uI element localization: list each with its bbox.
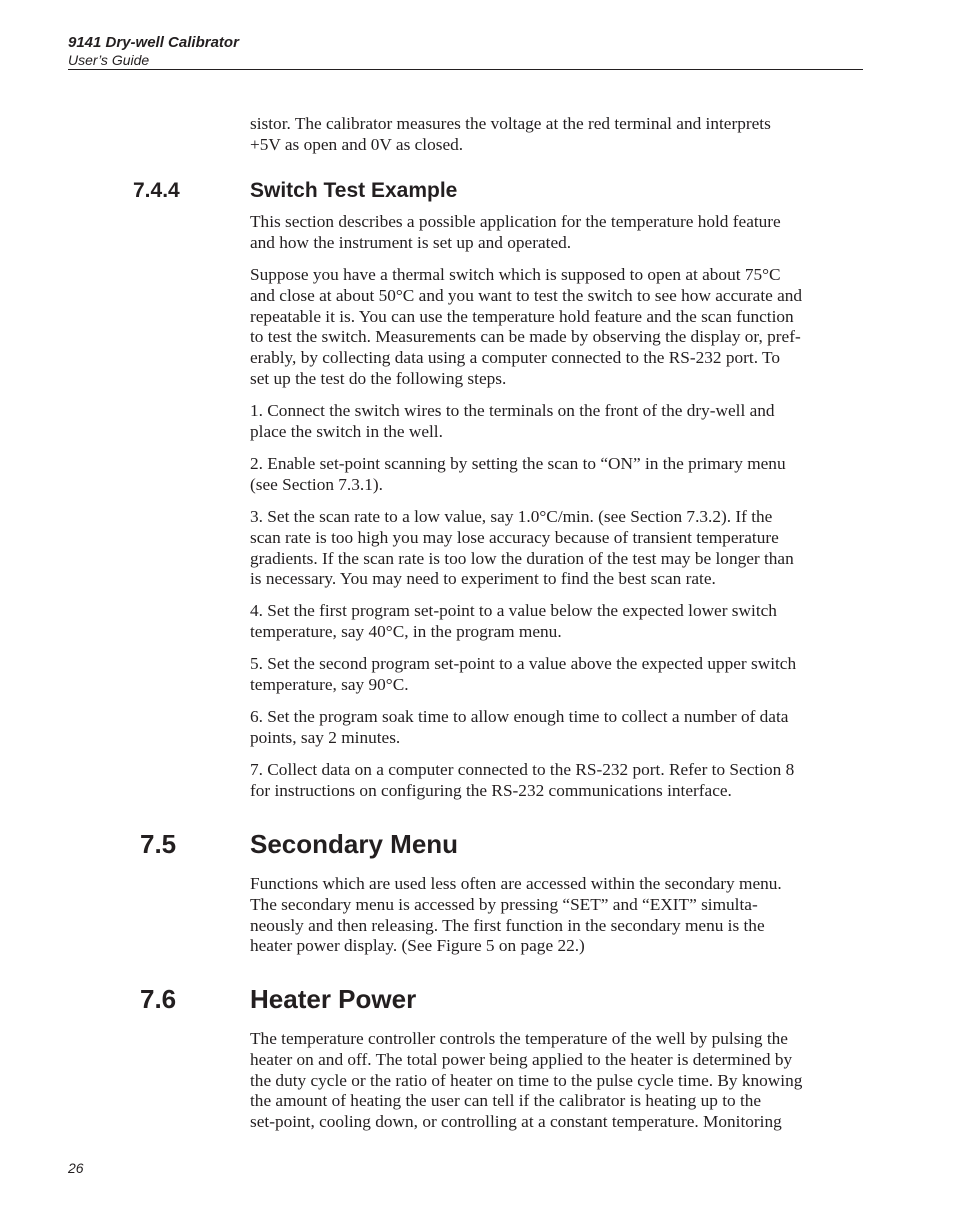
paragraph: The temperature controller controls the temperature of the well by pulsing the heater on and off. The total power being applied to the heater is determined by the duty cycle or the ratio of heater on time to the pulse cycle time. By knowing the amount of heating the user can tell if the calibrator is heating up to the set-point, cooling down, or controlling at a constant temperature. Monitoring [250,1029,803,1132]
step-5: 5. Set the second program set-point to a value above the expected upper switch temperature, say 90°C. [250,654,797,694]
step-2: 2. Enable set-point scanning by setting the scan to “ON” in the primary menu (see Section 7.3.1). [250,454,786,494]
section-heading: Heater Power [250,984,417,1014]
step-1: 1. Connect the switch wires to the terminals on the front of the dry-well and place the switch in the well. [250,401,775,441]
document-title: 9141 Dry-well Calibrator [68,34,239,51]
step-7: 7. Collect data on a computer connected to the RS-232 port. Refer to Section 8 for instructions on configuring the RS-232 communications interface. [250,760,795,800]
step-3: 3. Set the scan rate to a low value, say 1.0°C/min. (see Section 7.3.2). If the scan rate is too high you may lose accuracy because of transient temperature gradients. If the scan rate is too low the duration of the test may be longer than is necessary. You may need to experiment to find the best scan rate. [250,507,794,589]
paragraph: Suppose you have a thermal switch which is supposed to open at about 75°C and close at about 50°C and you want to test the switch to see how accurate and repeatable it is. You can use the temperature hold feature and the scan function to test the switch. Measurements can be made by observing the display or, pref- erably, by collecting data using a computer connected to the RS-232 port. To set up the test do the following steps. [250,265,803,388]
continuation-paragraph: sistor. The calibrator measures the voltage at the red terminal and interprets +5V as open and 0V as closed. [250,114,771,154]
section-heading: Secondary Menu [250,829,459,859]
page-number: 26 [68,1160,84,1176]
paragraph: Functions which are used less often are accessed within the secondary menu. The secondary menu is accessed by pressing “SET” and “EXIT” simulta- neously and then releasing. The first function in the secondary menu is the heater power display. (See Figure 5 on page 22.) [250,874,782,956]
section-heading: Switch Test Example [250,179,458,202]
section-number: 7.4.4 [133,179,180,202]
step-4: 4. Set the first program set-point to a value below the expected lower switch temperature, say 40°C, in the program menu. [250,601,777,641]
step-6: 6. Set the program soak time to allow enough time to collect a number of data points, say 2 minutes. [250,707,789,747]
section-number: 7.5 [140,829,177,859]
section-number: 7.6 [140,984,177,1014]
paragraph: This section describes a possible application for the temperature hold feature and how the instrument is set up and operated. [250,212,781,252]
page-header [68,34,863,70]
document-subtitle: User’s Guide [68,52,150,68]
